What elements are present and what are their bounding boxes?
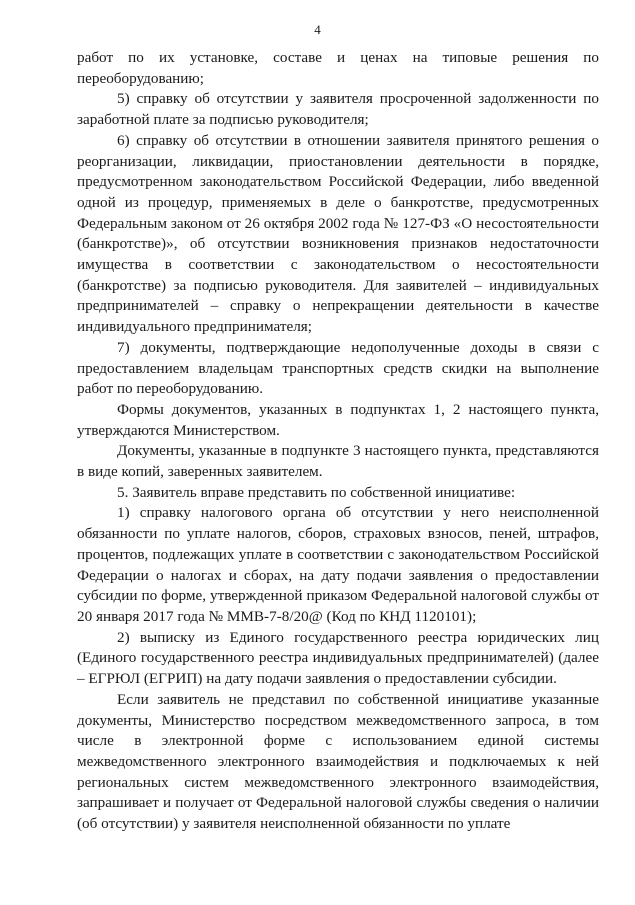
paragraph: 5) справку об отсутствии у заявителя просроченной задолженности по заработной плате за подписью руководителя;	[77, 90, 599, 129]
paragraph: работ по их установке, составе и ценах на типовые решения по переоборудованию;	[77, 49, 599, 87]
paragraph: 6) справку об отсутствии в отношении заявителя принятого решения о реорганизации, ликвидации, приостановлении деятельности в порядке, предусмотренном законодательством Российской Федерации, либо введенной одной из процедур, применяемых в деле о банкротстве, предусмотренных Федеральным законом от 26 октября 2002 года № 127-ФЗ «О несостоятельности (банкротстве)», об отсутствии возникновения признаков недостаточности имущества в соответствии с законодательством о несостоятельности (банкротстве) за подписью руководителя. Для заявителей – индивидуальных предпринимателей – справку о непрекращении деятельности в качестве индивидуального предпринимателя;	[77, 131, 599, 336]
paragraph: Если заявитель не представил по собственной инициативе указанные документы, Министерство посредством межведомственного запроса, в том числе в электронной форме с использованием единой системы межведомственного электронного взаимодействия и подключаемых к ней региональных систем межведомственного электронного взаимодействия, запрашивает и получает от Федеральной налоговой службы сведения о наличии (об отсутствии) у заявителя неисполненной обязанности по уплате	[77, 690, 599, 833]
document-body	[77, 48, 599, 835]
paragraph: Формы документов, указанных в подпунктах 1, 2 настоящего пункта, утверждаются Министерством.	[77, 400, 599, 439]
page-number: 4	[314, 22, 321, 37]
paragraph: 7) документы, подтверждающие недополученные доходы в связи с предоставлением владельцам транспортных средств скидки на выполнение работ по переоборудованию.	[77, 338, 599, 398]
paragraph: 1) справку налогового органа об отсутствии у него неисполненной обязанности по уплате налогов, сборов, страховых взносов, пеней, штрафов, процентов, подлежащих уплате в соответствии с законодательством Российской Федерации о налогах и сборах, на дату подачи заявления о предоставлении субсидии по форме, утвержденной приказом Федеральной налоговой службы от 20 января 2017 года № ММВ-7-8/20@ (Код по КНД 1120101);	[77, 504, 599, 625]
paragraph: 5. Заявитель вправе представить по собственной инициативе:	[117, 483, 516, 501]
paragraph: Документы, указанные в подпункте 3 настоящего пункта, представляются в виде копий, заверенных заявителем.	[77, 442, 599, 481]
paragraph: 2) выписку из Единого государственного реестра юридических лиц (Единого государственного реестра индивидуальных предпринимателей) (далее – ЕГРЮЛ (ЕГРИП) на дату подачи заявления о предоставлении субсидии.	[77, 628, 599, 688]
